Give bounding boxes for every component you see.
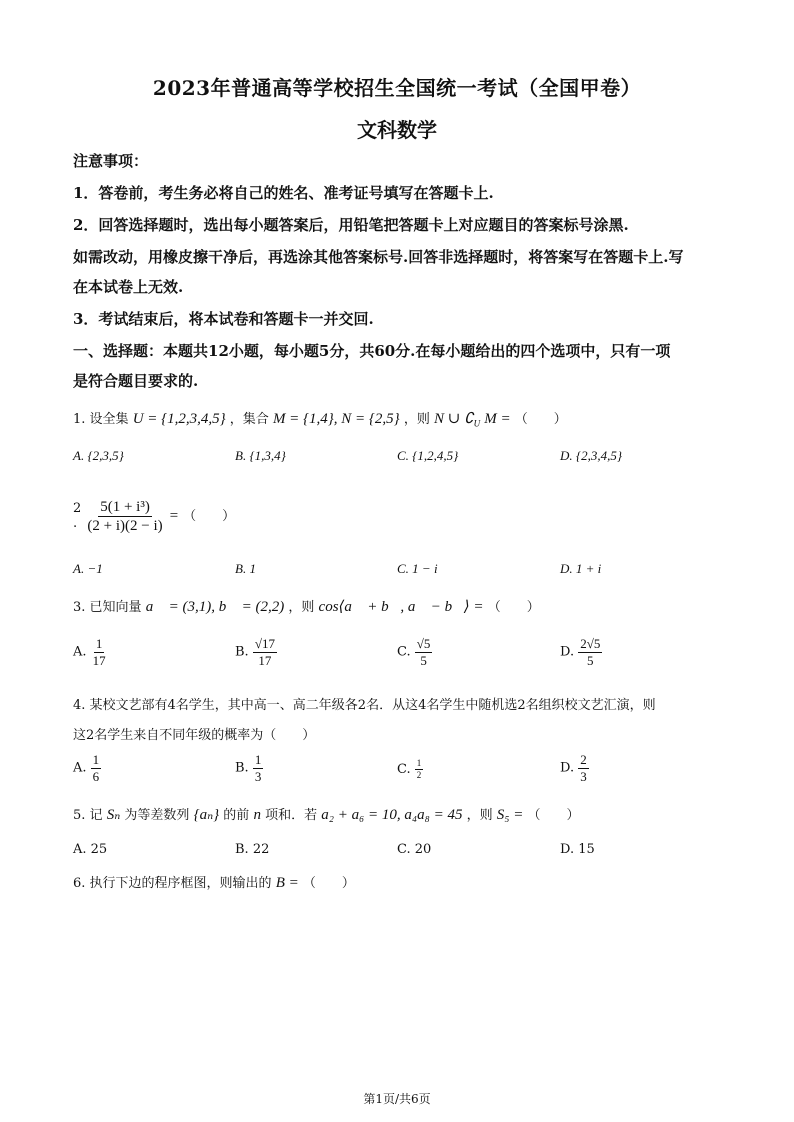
notice-item-2-cont2: 在本试卷上无效. [73,278,184,296]
q4-option-b-den: 3 [254,768,262,784]
section-1-heading-cont: 是符合题目要求的. [73,372,199,390]
notice-heading: 注意事项： [73,152,149,170]
q4-option-d-num: 2 [580,752,587,767]
q1-mid: ，集合 [229,412,269,427]
section-1-heading: 一、选择题：本题共12小题，每小题5分，共60分.在每小题给出的四个选项中，只有一项 [73,342,671,360]
q3-option-d-fraction [578,636,602,668]
q4-option-d [560,752,589,784]
exam-title: 2023年普通高等学校招生全国统一考试（全国甲卷） [152,76,642,100]
q5-prefix: 5. 记 [73,808,103,823]
q3-option-c [397,636,432,668]
q1-option-a: A. {2,3,5} [73,448,124,463]
q5-n: n [253,807,261,823]
page-footer: 第1页/共6页 [363,1092,431,1106]
question-6 [73,872,355,892]
q1-universal-set: U = {1,2,3,4,5} [132,411,226,427]
q2-equals: = [168,508,179,524]
q3-option-b-label: B. [235,644,249,660]
q3-option-b-fraction [253,636,277,668]
q5-text-2: 的前 [223,808,250,823]
q5-option-d: D. 15 [560,842,595,857]
q4-option-c-num: 1 [416,758,422,768]
notice-item-2-cont: 如需改动，用橡皮擦干净后，再选涂其他答案标号.回答非选择题时，将答案写在答题卡上.写 [73,248,684,266]
q3-option-a-den: 17 [92,652,106,668]
q2-number: 2 [73,501,82,517]
q6-answer-paren: （ ） [302,876,355,891]
q4-option-a [73,752,101,784]
q4-option-b-fraction [253,752,264,784]
q1-option-c: C. {1,2,4,5} [397,448,459,463]
q1-sets-mn: M = {1,4}, N = {2,5} [272,411,400,427]
q3-vectors: a⃗ = (3,1), b⃗ = (2,2) [145,599,285,615]
q2-fraction [85,498,164,535]
q5-text-1: 为等差数列 [124,808,190,823]
q1-expression-end: M = [484,411,511,427]
q3-option-d-den: 5 [587,652,594,668]
q5-option-b: B. 22 [235,842,270,857]
question-2 [73,498,235,535]
exam-subtitle: 文科数学 [357,118,437,142]
notice-item-3: 3．考试结束后，将本试卷和答题卡一并交回. [73,310,374,328]
q3-then: ，则 [288,600,315,615]
q4-option-a-num: 1 [92,752,100,767]
q3-option-b-num: √17 [254,636,275,651]
q4-option-a-fraction [91,752,102,784]
q3-cosine-expression: cos⟨a⃗ + b⃗, a⃗ − b⃗⟩ = [318,599,484,615]
q4-option-b-label: B. [235,760,249,776]
q5-option-a: A. 25 [73,842,108,857]
q3-option-c-den: 5 [420,652,427,668]
q4-option-b-num: 1 [254,752,262,767]
q2-option-c: C. 1 − i [397,561,438,576]
question-5 [73,804,580,824]
q5-option-c: C. 20 [397,842,432,857]
q3-prefix: 3. 已知向量 [73,600,142,615]
q4-option-c [397,758,423,781]
q2-option-b: B. 1 [235,561,256,576]
q1-option-d: D. {2,3,4,5} [560,448,623,463]
q5-sequence: {aₙ} [193,807,220,823]
q3-option-a-label: A. [73,644,87,660]
q4-option-c-den: 2 [416,769,422,780]
q2-answer-paren: （ ） [183,509,236,524]
q1-prefix: 1. 设全集 [73,412,129,427]
q4-option-a-label: A. [73,760,87,776]
q3-option-d [560,636,602,668]
q3-option-b [235,636,277,668]
question-1 [73,408,567,429]
q5-answer-paren: （ ） [527,808,580,823]
q3-option-a-fraction [91,636,108,668]
q2-numerator: 5(1 + i³) [100,499,150,515]
q4-option-c-label: C. [397,761,411,777]
q5-text-3: 项和．若 [265,808,318,823]
q4-option-a-den: 6 [92,768,100,784]
question-4-line-1: 4. 某校文艺部有4名学生，其中高一、高二年级各2名．从这4名学生中随机选2名组织校文艺汇演，则 [73,698,656,713]
q2-dot: . [73,515,78,531]
q1-expression: N ∪ ∁ [433,411,474,427]
q3-option-c-fraction [415,636,433,668]
notice-item-1: 1．答卷前，考生务必将自己的姓名、准考证号填写在答题卡上. [73,184,494,202]
notice-item-2: 2．回答选择题时，选出每小题答案后，用铅笔把答题卡上对应题目的答案标号涂黑. [73,216,629,234]
q6-b: B = [275,875,299,891]
q2-option-d: D. 1 + i [560,561,602,576]
q5-s5: S₅ = [496,807,524,823]
q3-option-a [73,636,108,668]
q3-option-c-label: C. [397,644,411,660]
q3-option-a-num: 1 [95,636,103,651]
q1-option-b: B. {1,3,4} [235,448,286,463]
q5-condition: a₂ + a₆ = 10, a₄a₈ = 45 [321,807,463,823]
question-3 [73,596,540,616]
q4-option-b [235,752,263,784]
q3-answer-paren: （ ） [487,600,540,615]
q2-denominator: (2 + i)(2 − i) [87,518,163,534]
q6-prefix: 6. 执行下边的程序框图，则输出的 [73,876,272,891]
q4-option-d-fraction [578,752,589,784]
q4-option-d-den: 3 [580,768,587,784]
q5-sn: Sₙ [106,807,121,823]
q4-option-c-fraction [415,758,424,781]
q3-option-d-num: 2√5 [580,636,601,651]
q4-option-d-label: D. [560,760,575,776]
q1-then: ，则 [403,412,430,427]
q1-answer-paren: （ ） [514,412,567,427]
q5-text-4: ，则 [466,808,493,823]
q3-option-c-num: √5 [416,636,431,651]
q1-complement-subscript: U [473,418,481,429]
q3-option-b-den: 17 [258,652,272,668]
question-4-line-2: 这2名学生来自不同年级的概率为（ ） [73,728,316,743]
q3-option-d-label: D. [560,644,575,660]
q2-option-a: A. −1 [73,561,103,576]
